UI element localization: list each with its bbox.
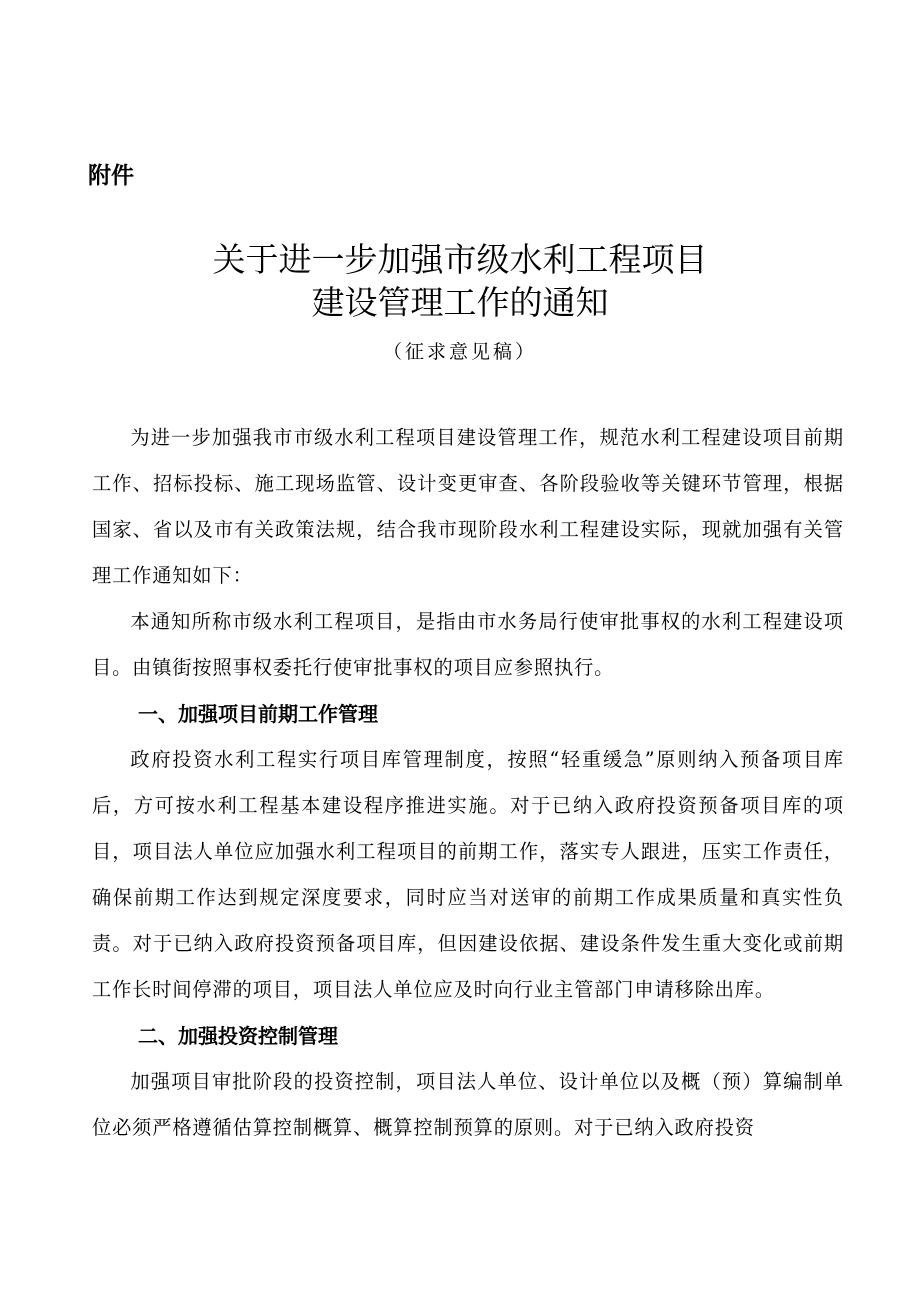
document-title-line-2: 建设管理工作的通知: [311, 283, 609, 322]
section-1-heading: 一、加强项目前期工作管理: [138, 702, 378, 726]
attachment-label: 附件: [88, 163, 134, 189]
section-1-paragraph: 政府投资水利工程实行项目库管理制度，按照“轻重缓急”原则纳入预备项目库后，方可按水利工程基本建设程序推进实施。对于已纳入政府投资预备项目库的项目，项目法人单位应加强水利工程项目的前期工作，落实专人跟进，压实工作责任，确保前期工作达到规定深度要求，同时应当对送审的前期工作成果质量和真实性负责。对于已纳入政府投资预备项目库，但因建设依据、建设条件发生重大变化或前期工作长时间停滞的项目，项目法人单位应及时向行业主管部门申请移除出库。: [92, 748, 844, 1001]
section-2-paragraph: 加强项目审批阶段的投资控制，项目法人单位、设计单位以及概（预）算编制单位必须严格遵循估算控制概算、概算控制预算的原则。对于已纳入政府投资: [92, 1070, 844, 1139]
scope-paragraph: 本通知所称市级水利工程项目，是指由市水务局行使审批事权的水利工程建设项目。由镇街按照事权委托行使审批事权的项目应参照执行。: [92, 610, 844, 679]
document-subtitle: （征求意见稿）: [382, 341, 537, 363]
intro-paragraph: 为进一步加强我市市级水利工程项目建设管理工作，规范水利工程建设项目前期工作、招标投标、施工现场监管、设计变更审查、各阶段验收等关键环节管理，根据国家、省以及市有关政策法规，结合我市现阶段水利工程建设实际，现就加强有关管理工作通知如下：: [92, 426, 844, 587]
document-body: [92, 415, 844, 1151]
document-title-line-1: 关于进一步加强市级水利工程项目: [212, 240, 708, 279]
section-2-heading: 二、加强投资控制管理: [138, 1024, 338, 1048]
